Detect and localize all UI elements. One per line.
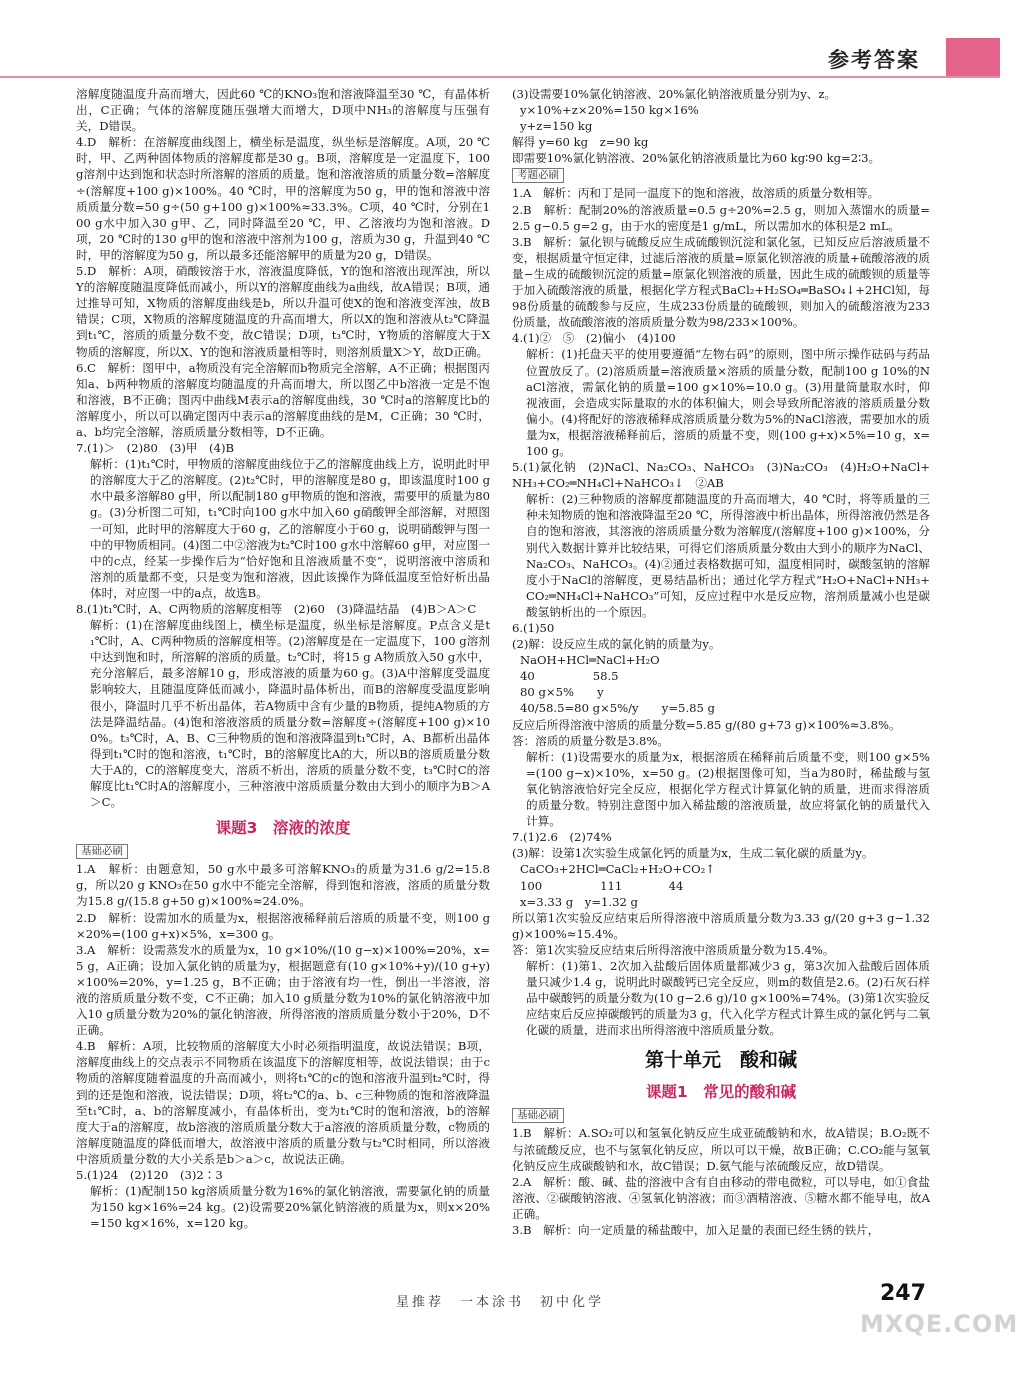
answer-paragraph: 所以第1次实验反应结束后所得溶液中溶质质量分数为3.33 g/(20 g+3 g−1.32 g)×100%≈15.4%。 [512,910,930,941]
equation-line: 40 58.5 [520,669,619,684]
page-number: 247 [880,1281,926,1306]
equation-line: y×10%+z×20%=150 kg×16% [520,103,699,118]
section-tag: 基础必刷 [76,844,128,859]
answer-paragraph: 即需要10%氯化钠溶液、20%氯化钠溶液质量比为60 kg∶90 kg=2∶3。 [512,151,881,166]
answer-paragraph: 6.C 解析：图甲中，a物质没有完全溶解而b物质完全溶解，A不正确；根据图丙知a、b两种物质的溶解度均随温度的升高而增大，所以图乙中b溶液一定是不饱和溶液，B不正确；图丙中曲线M表示a的溶解度曲线，30 ℃时a的溶解度比b的溶解度小，所以可以确定图丙中表示a的溶解度曲线的是M，C正确；30 ℃时，a、b均完全溶解，溶质质量分数相等，D不正确。 [76,360,490,439]
answer-paragraph: 答：溶质的质量分数是3.8%。 [512,733,669,748]
left-column [76,86,490,1262]
answer-paragraph: 6.(1)50 [512,621,555,635]
answer-paragraph: (3)解：设第1次实验生成氯化钙的质量为x，生成二氧化碳的质量为y。 [512,846,874,861]
unit-title: 第十单元 酸和碱 [644,1049,797,1072]
answer-paragraph: 答：第1次实验反应结束后所得溶液中溶质质量分数为15.4%。 [512,942,835,957]
answer-paragraph: 7.(1)2.6 (2)74% [512,830,612,845]
equation-line: x=3.33 g y=1.32 g [520,894,638,909]
page-footer [0,1281,1000,1321]
right-column [512,86,930,1262]
answer-paragraph: 4.D 解析：在溶解度曲线图上，横坐标是温度，纵坐标是溶解度。A项，20 ℃时，甲、乙两种固体物质的溶解度都是30 g。B项，溶解度是一定温度下，100 g溶剂中达到饱和状态时所溶解的溶质的质量。饱和溶液溶质的质量分数=溶解度÷(溶解度+100 g)×100%。40 ℃时，甲的溶解度为50 g，甲的饱和溶液中溶质质量分数=50 g÷(50 g+100 g)×100%≈33.3%。C项，40 ℃时，分别在100 g水中加入30 g甲、乙，同时降温至20 ℃，甲、乙溶液均为饱和溶液。D项，20 ℃时的130 g甲的饱和溶液中溶剂为100 g，溶质为30 g，升温到40 ℃时，甲的溶解度为50 g，所以最多还能溶解甲的质量为20 g，D错误。 [76,135,490,262]
answer-paragraph: 8.(1)t₁℃时，A、C两物质的溶解度相等 (2)60 (3)降温结晶 (4)B＞A＞C [76,602,477,616]
answer-paragraph: 2.D 解析：设需加水的质量为x，根据溶液稀释前后溶质的质量不变，则100 g×20%=(100 g+x)×5%，x=300 g。 [76,910,490,941]
answer-paragraph: 3.B 解析：向一定质量的稀盐酸中，加入足量的表面已经生锈的铁片， [512,1223,880,1237]
section-tag: 考题必刷 [512,168,564,183]
header-color-tab [946,38,1000,76]
equation-line: 100 111 44 [520,878,684,893]
answer-paragraph: 3.B 解析：氯化钡与硫酸反应生成硫酸钡沉淀和氯化氢，已知反应后溶液质量不变，根据质量守恒定律，过滤后溶液的质量=原氯化钡溶液的质量+硫酸溶液的质量−生成的硫酸钡沉淀的质量=原氯化钡溶液的质量，因此生成的硫酸钡的质量等于加入硫酸溶液的质量，根据化学方程式BaCl₂+H₂SO₄═BaSO₄↓+2HCl知，每98份质量的硫酸参与反应，生成233份质量的硫酸钡，则加入的硫酸溶液为233份质量，故硫酸溶液的溶质质量分数为98/233×100%。 [512,234,930,330]
answer-paragraph: 反应后所得溶液中溶质的质量分数=5.85 g/(80 g+73 g)×100%≈3.8%。 [512,717,901,732]
answer-paragraph: 解析：(1)设需要水的质量为x，根据溶质在稀释前后质量不变，则100 g×5%=(100 g−x)×10%，x=50 g。(2)根据图像可知，当a为80时，稀盐酸与氢氧化钠溶液恰好完全反应，根据化学方程式计算氯化钠的质量，进而求得溶质的质量分数。特别注意图中加入稀盐酸的溶液质量，故应将氯化钠的质量代入计算。 [526,749,930,829]
answer-paragraph: 1.A 解析：丙和丁是同一温度下的饱和溶液，故溶质的质量分数相等。 [512,186,880,201]
section-title: 课题3 溶液的浓度 [215,819,351,838]
equation-line: 40/58.5=80 g×5%/y y=5.85 g [520,701,715,716]
answer-paragraph: 解得 y=60 kg z=90 kg [512,135,649,150]
answer-paragraph: 解析：(1)在溶解度曲线图上，横坐标是温度，纵坐标是溶解度。P点含义是t₁℃时，A、C两种物质的溶解度相等。(2)溶解度是在一定温度下，100 g溶剂中达到饱和时，所溶解的溶质的质量。t₂℃时，将15 g A物质放入50 g水中，充分溶解后，最多溶解10 g，形成溶液的质量为60 g。(3)A中溶解度受温度影响较大，且随温度降低而减小，降温时晶体析出，而B的溶解度受温度影响很小，降温时几乎不析出晶体，若A物质中含有少量的B物质，提纯A物质的方法是降温结晶。(4)饱和溶液溶质的质量分数=溶解度÷(溶解度+100 g)×100%。t₃℃时，A、B、C三种物质的饱和溶液降温到t₁℃时，A、B都析出晶体得到t₁℃时的饱和溶液，t₁℃时，B的溶解度比A的大，所以B的溶质质量分数大于A的，C的溶解度变大，溶质不析出，溶质的质量分数不变，t₃℃时C的溶解度比t₁℃时A的溶解度小，三种溶液中溶质质量分数由大到小的顺序为B＞A＞C。 [90,618,490,810]
equation-line: CaCO₃+2HCl═CaCl₂+H₂O+CO₂↑ [520,862,716,877]
section-tag: 基础必刷 [512,1108,564,1123]
answer-paragraph: 2.B 解析：配制20%的溶液质量=0.5 g÷20%=2.5 g，则加入蒸馏水的质量=2.5 g−0.5 g=2 g，由于水的密度是1 g/mL，所以需加水的体积是2 mL。 [512,202,930,233]
header-rule [0,76,1000,78]
answer-paragraph: 溶解度随温度升高而增大，因此60 ℃的KNO₃饱和溶液降温至30 ℃，有晶体析出，C正确；气体的溶解度随压强增大而增大，D项中NH₃的溶解度与压强有关，D错误。 [76,87,490,134]
answer-paragraph: 1.B 解析：A.SO₂可以和氢氧化钠反应生成亚硫酸钠和水，故A错误；B.O₂既不与浓硫酸反应，也不与氢氧化钠反应，所以可以干燥，故B正确；C.CO₂能与氢氧化钠反应生成碳酸钠和水，故C错误；D.氨气能与浓硫酸反应，故D错误。 [512,1126,930,1173]
answer-paragraph: 3.A 解析：设需蒸发水的质量为x，10 g×10%/(10 g−x)×100%=20%，x=5 g，A正确；设加入氯化钠的质量为y，根据题意有(10 g×10%+y)/(10 g+y)×100%=20%，y=1.25 g，B不正确；由于溶液有均一性，倒出一半溶液，溶液的溶质质量分数不变，C不正确；加入10 g质量分数为10%的氯化钠溶液中加入10 g质量分数为20%的氯化钠溶液，所得溶液的溶质质量分数小于20%，D不正确。 [76,942,490,1038]
equation-line: y+z=150 kg [520,119,593,134]
answer-paragraph: 2.A 解析：酸、碱、盐的溶液中含有自由移动的带电微粒，可以导电，如①食盐溶液、②碳酸钠溶液、④氢氧化钠溶液；而③酒精溶液、⑤糖水都不能导电，故A正确。 [512,1174,930,1221]
answer-paragraph: 5.D 解析：A项，硝酸铵溶于水，溶液温度降低，Y的饱和溶液出现浑浊，所以Y的溶解度随温度降低而减小，所以Y的溶解度曲线为a曲线，故A错误；B项，通过推导可知，X物质的溶解度曲线是b，所以升温可使X的饱和溶液变浑浊，故B错误；C项，X物质的溶解度随温度的升高而增大，所以X的饱和溶液从t₂℃降温到t₁℃，溶质的质量分数不变，故C错误；D项，t₃℃时，Y物质的溶解度大于X物质的溶解度，所以X、Y的饱和溶液质量相等时，则溶剂质量X＞Y，故D正确。 [76,264,490,359]
answer-paragraph: 解析：(2)三种物质的溶解度都随温度的升高而增大，40 ℃时，将等质量的三种未知物质的饱和溶液降温至20 ℃，所得溶液中析出晶体，所得溶液仍然是各自的饱和溶液，其溶液的溶质质量分数为溶解度/(溶解度+100 g)×100%，分别代入数据计算并比较结果，可得它们溶质质量分数由大到小的顺序为NaCl、Na₂CO₃、NaHCO₃。(4)②通过表格数据可知，温度相同时，碳酸氢钠的溶解度小于NaCl的溶解度，更易结晶析出；通过化学方程式“H₂O+NaCl+NH₃+CO₂═NH₄Cl+NaHCO₃”可知，反应过程中水是反应物，溶剂质量减小也是碳酸氢钠析出的一个原因。 [526,492,930,619]
answer-paragraph: 7.(1)＞ (2)80 (3)甲 (4)B [76,441,234,456]
answer-paragraph: (3)设需要10%氯化钠溶液、20%氯化钠溶液质量分别为y、z。 [512,87,837,101]
page-header [0,0,1000,78]
watermark: MXQE.COM [860,1310,1018,1338]
answer-paragraph: 解析：(1)第1、2次加入盐酸后固体质量都减少3 g，第3次加入盐酸后固体质量只减少1.4 g，说明此时碳酸钙已完全反应，则m的数值是2.6。(2)石灰石样品中碳酸钙的质量分数为(10 g−2.6 g)/10 g×100%=74%。(3)第1次实验反应结束后反应掉碳酸钙的质量为3 g，代入化学方程式计算生成的氯化钙与二氧化碳的质量，进而求出所得溶液中溶质质量分数。 [526,958,930,1038]
answer-paragraph: 解析：(1)配制150 kg溶质质量分数为16%的氯化钠溶液，需要氯化钠的质量为150 kg×16%=24 kg。(2)设需要20%氯化钠溶液的质量为x，则x×20%=150 kg×16%，x=120 kg。 [90,1184,490,1231]
answer-paragraph: 5.(1)24 (2)120 (3)2∶3 [76,1168,223,1182]
answer-paragraph: 5.(1)氯化钠 (2)NaCl、Na₂CO₃、NaHCO₃ (3)Na₂CO₃ (4)H₂O+NaCl+NH₃+CO₂═NH₄Cl+NaHCO₃↓ ②AB [512,460,930,491]
header-title: 参考答案 [828,48,920,72]
answer-paragraph: 解析：(1)t₁℃时，甲物质的溶解度曲线位于乙的溶解度曲线上方，说明此时甲的溶解度大于乙的溶解度。(2)t₂℃时，甲的溶解度是80 g，即该温度时100 g水中最多溶解80 g甲，所以配制180 g甲物质的饱和溶液，需要甲的质量为80 g。(3)分析图二可知，t₁℃时向100 g水中加入60 g硝酸钾全部溶解，对照图一可知，此时甲的溶解度大于60 g，乙的溶解度小于60 g，说明硝酸钾与图一中的甲物质相同。(4)图二中②溶液为t₂℃时100 g水中溶解60 g甲，对应图一中的c点，经某一步操作后为“恰好饱和且溶液质量不变”，说明溶液中溶质和溶剂的质量都不变，只是变为饱和溶液，因此该操作为降低温度至恰好析出晶体时，对应图一中的a点，故选B。 [90,457,490,600]
answer-paragraph: 4.B 解析：A项，比较物质的溶解度大小时必须指明温度，故说法错误；B项，溶解度曲线上的交点表示不同物质在该温度下的溶解度相等，故说法错误；由于c物质的溶解度随着温度的升高而减小，则将t₁℃的c的饱和溶液升温到t₂℃时，得到的还是饱和溶液，说法错误；D项，将t₂℃的a、b、c三种物质的饱和溶液降温至t₁℃时，a、b的溶解度减小，有晶体析出，变为t₁℃时的饱和溶液，b的溶解度大于a的溶解度，故b溶液的溶质质量分数大于a溶液的溶质质量分数，c物质的溶解度随温度的降低而增大，故溶液中溶质的质量分数与t₂℃时相同，所以溶液中溶质质量分数的大小关系是b＞a＞c，故说法正确。 [76,1039,490,1166]
equation-line: 80 g×5% y [520,685,604,700]
section-title: 课题1 常见的酸和碱 [645,1083,797,1102]
answer-paragraph: 1.A 解析：由题意知，50 g水中最多可溶解KNO₃的质量为31.6 g/2=15.8 g，所以20 g KNO₃在50 g水中不能完全溶解，得到饱和溶液，溶质的质量分数为15.8 g/(15.8 g+50 g)×100%≈24.0%。 [76,862,490,909]
footer-book-title: 星推荐 一本涂书 初中化学 [395,1295,604,1310]
answer-paragraph: 解析：(1)托盘天平的使用要遵循“左物右码”的原则，图中所示操作砝码与药品位置放反了。(2)溶质质量=溶液质量×溶质的质量分数，配制100 g 10%的NaCl溶液，需氯化钠的质量=100 g×10%=10.0 g。(3)用量筒量取水时，仰视液面，会造成实际量取的水的体积偏大，则会导致所配溶液的溶质质量分数偏小。(4)将配好的溶液稀释成溶质质量分数为5%的NaCl溶液，需要加水的质量为x，根据溶液稀释前后，溶质的质量不变，则(100 g+x)×5%=10 g，x=100 g。 [526,347,930,458]
equation-line: NaOH+HCl═NaCl+H₂O [520,653,660,668]
answer-paragraph: 4.(1)② ⑤ (2)偏小 (4)100 [512,331,676,346]
answer-paragraph: (2)解：设反应生成的氯化钠的质量为y。 [512,637,721,652]
